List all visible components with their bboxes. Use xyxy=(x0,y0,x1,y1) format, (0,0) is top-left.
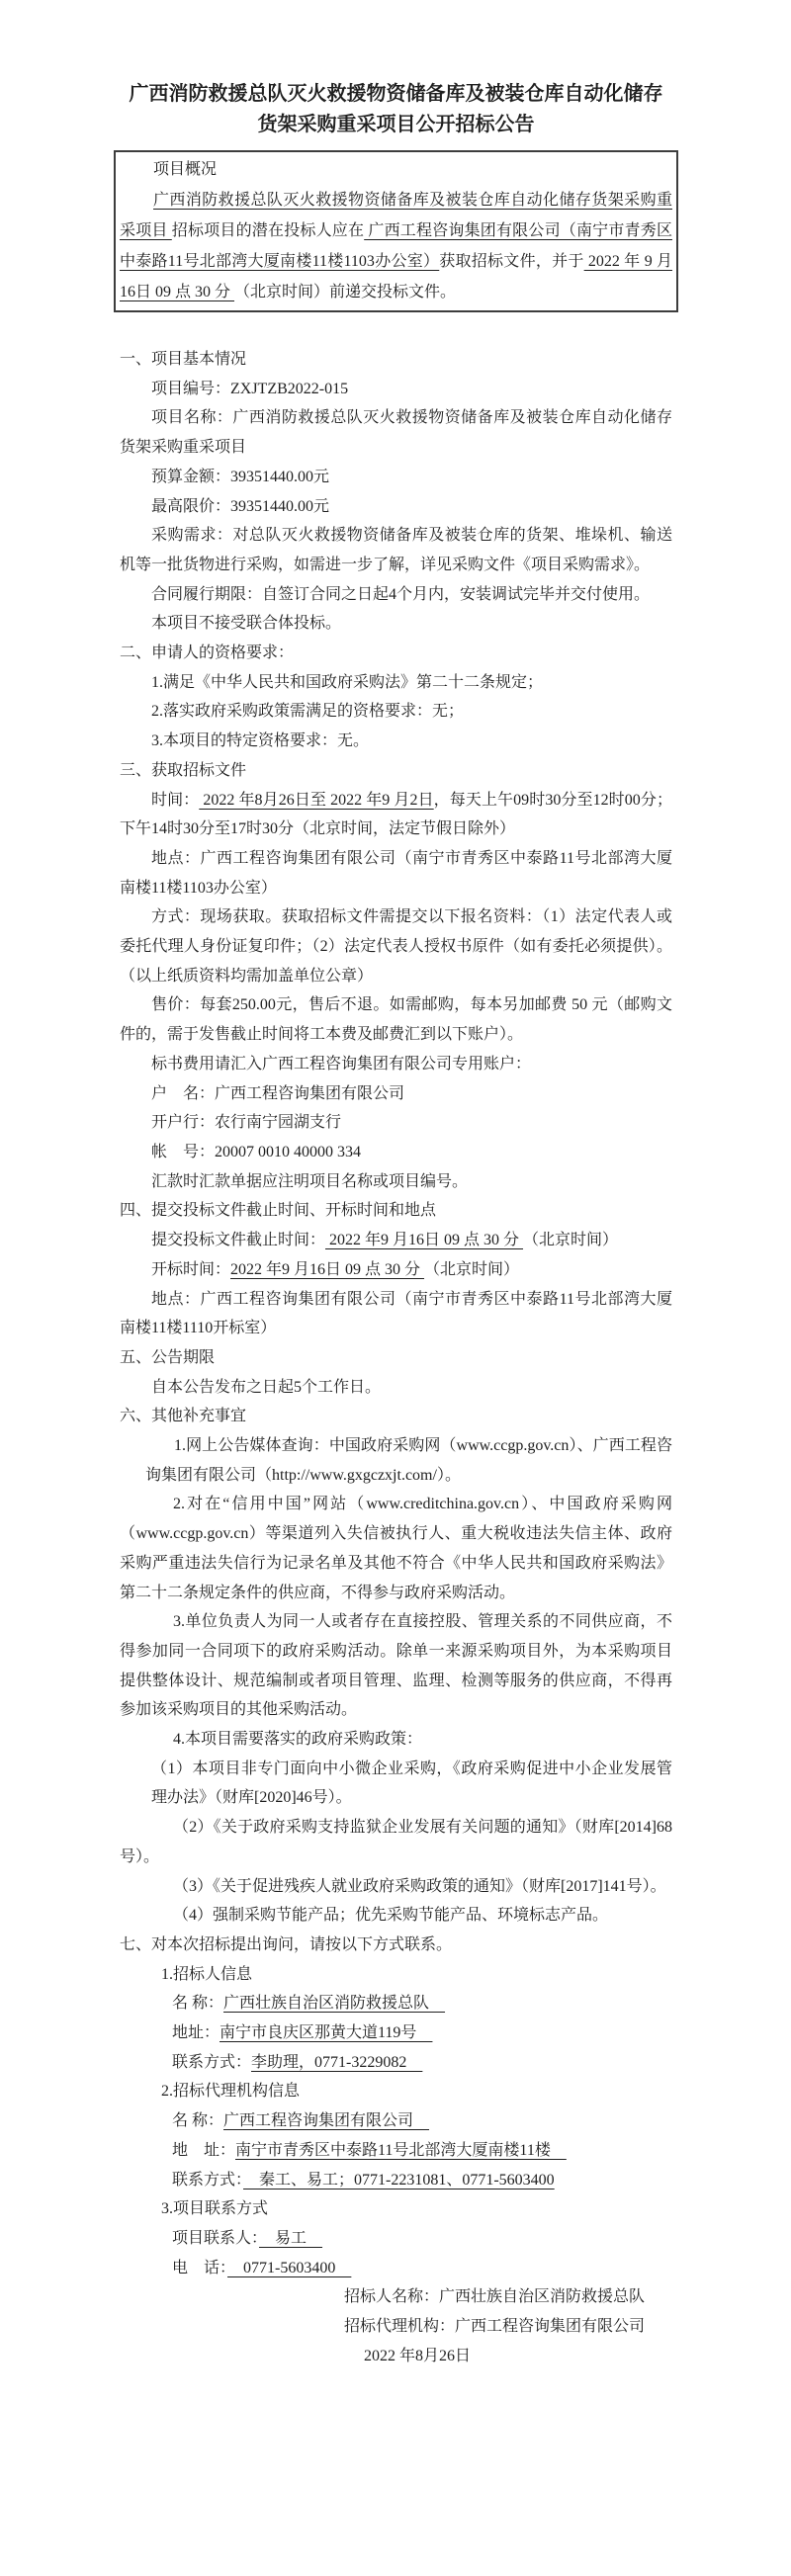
paragraph xyxy=(120,1755,672,1813)
text-segment: 标书费用请汇入广西工程咨询集团有限公司专用账户： xyxy=(151,1055,532,1073)
paragraph xyxy=(120,1050,672,1079)
paragraph xyxy=(120,2136,672,2166)
paragraph xyxy=(120,1872,672,1902)
paragraph xyxy=(120,2077,672,2106)
document-body xyxy=(120,345,672,2282)
paragraph xyxy=(120,1108,672,1138)
paragraph xyxy=(120,521,672,579)
text-segment: 提交投标文件截止时间： xyxy=(151,1232,326,1249)
text-segment: ，每天上午09时30分至12时00分；下午14时30分至17时30分（北京时间，法定节假日除外） xyxy=(120,791,672,838)
text-segment: 汇款时汇款单据应注明项目名称或项目编号。 xyxy=(151,1172,469,1190)
text-segment: 4.本项目需要落实的政府采购政策： xyxy=(173,1731,423,1749)
text-segment: 户 名：广西工程咨询集团有限公司 xyxy=(151,1084,405,1102)
text-segment: 自本公告发布之日起5个工作日。 xyxy=(151,1378,382,1396)
text-segment: 3.本项目的特定资格要求：无。 xyxy=(151,732,370,750)
overview-heading: 项目概况 xyxy=(153,161,218,178)
text-segment: 1.满足《中华人民共和国政府采购法》第二十二条规定； xyxy=(151,673,544,691)
underlined-field: 2022 年9 月16日 09 点 30 分 xyxy=(230,1260,425,1278)
text-segment: 项目联系人： xyxy=(172,2230,260,2247)
text-segment: 电 话： xyxy=(172,2259,228,2276)
section-heading: 一、项目基本情况 xyxy=(120,351,247,368)
paragraph xyxy=(120,1431,672,1490)
paragraph xyxy=(120,902,672,990)
underlined-field: 广西工程咨询集团有限公司 xyxy=(223,2112,430,2130)
paragraph xyxy=(120,463,672,492)
text-segment: 获取招标文件，并于 xyxy=(439,253,584,270)
paragraph xyxy=(120,1255,672,1285)
paragraph xyxy=(120,1167,672,1197)
paragraph xyxy=(120,580,672,610)
text-segment: 联系方式： xyxy=(172,2171,244,2189)
paragraph xyxy=(120,668,672,698)
paragraph xyxy=(120,2106,672,2136)
paragraph xyxy=(120,1373,672,1403)
footer-date: 2022 年8月26日 xyxy=(364,2348,472,2365)
text-segment: 本项目不接受联合体投标。 xyxy=(151,615,342,633)
document-footer xyxy=(120,2282,672,2371)
paragraph xyxy=(120,403,672,462)
paragraph xyxy=(120,1607,672,1725)
paragraph xyxy=(120,1226,672,1255)
text-segment: 2.对在“信用中国”网站（www.creditchina.gov.cn）、中国政府采购网（www.ccgp.gov.cn）等渠道列入失信被执行人、重大税收违法失信主体、政府采购严重违法失信行为记录名单及其他不符合《中华人民共和国政府采购法》第二十二条规定条件的供应商，不得参与政府采购活动。 xyxy=(120,1496,672,1601)
text-segment: 地点：广西工程咨询集团有限公司（南宁市青秀区中泰路11号北部湾大厦南楼11楼1103办公室） xyxy=(120,849,672,897)
paragraph xyxy=(120,1138,672,1167)
underlined-field: 广西消防救援总队灭火救援物资储备库及被装仓库自动化储存货架采购重采项目 xyxy=(120,192,672,239)
paragraph xyxy=(120,697,672,727)
text-segment: 开标时间： xyxy=(151,1260,231,1278)
text-segment: 1.网上公告媒体查询：中国政府采购网（www.ccgp.gov.cn）、广西工程咨询集团有限公司（http://www.gxgczxjt.com/）。 xyxy=(145,1437,672,1484)
underlined-field: 0771-5603400 xyxy=(227,2259,352,2276)
text-segment: 3.单位负责人为同一人或者存在直接控股、管理关系的不同供应商，不得参加同一合同项下的政府采购活动。除单一来源采购项目外，为本采购项目提供整体设计、规范编制或者项目管理、监理、检测等服务的供应商，不得再参加该采购项目的其他采购活动。 xyxy=(120,1613,672,1719)
text-segment: 2.招标代理机构信息 xyxy=(161,2083,301,2101)
underlined-field: 李助理，0771-3229082 xyxy=(251,2053,423,2071)
paragraph xyxy=(120,786,672,844)
text-segment: 招标项目的潜在投标人应在 xyxy=(171,222,365,239)
paragraph xyxy=(120,2018,672,2048)
paragraph xyxy=(120,2224,672,2254)
underlined-field: 2022 年 9 月16日 09 点 30 分 xyxy=(120,253,672,301)
paragraph xyxy=(120,1079,672,1109)
document-title-line-2: 货架采购重采项目公开招标公告 xyxy=(257,114,535,135)
paragraph xyxy=(120,2194,672,2224)
text-segment: 地点：广西工程咨询集团有限公司（南宁市青秀区中泰路11号北部湾大厦南楼11楼1110开标室） xyxy=(120,1290,672,1337)
project-overview-box xyxy=(114,150,678,312)
text-segment: 时间： xyxy=(151,791,200,809)
paragraph xyxy=(120,375,672,404)
paragraph xyxy=(120,1901,672,1931)
paragraph xyxy=(120,1813,672,1871)
paragraph xyxy=(120,609,672,639)
text-segment: 合同履行期限：自签订合同之日起4个月内，安装调试完毕并交付使用。 xyxy=(151,585,651,603)
text-segment: 预算金额：39351440.00元 xyxy=(151,468,330,485)
text-segment: 售价：每套250.00元，售后不退。如需邮购，每本另加邮费 50 元（邮购文件的，需于发售截止时间将工本费及邮费汇到以下账户）。 xyxy=(120,996,672,1044)
text-segment: 项目编号：ZXJTZB2022-015 xyxy=(151,380,349,397)
paragraph xyxy=(120,2254,672,2283)
text-segment: （4）强制采购节能产品；优先采购节能产品、环境标志产品。 xyxy=(173,1907,609,1925)
text-segment: 方式：现场获取。获取招标文件需提交以下报名资料：（1）法定代表人或委托代理人身份证复印件；（2）法定代表人授权书原件（如有委托必须提供）。（以上纸质资料均需加盖单位公章） xyxy=(120,908,672,985)
paragraph xyxy=(120,844,672,902)
text-segment: 名 称： xyxy=(172,1995,224,2013)
overview-paragraph xyxy=(120,185,672,307)
text-segment: （1）本项目非专门面向中小微企业采购，《政府采购促进中小企业发展管理办法》（财库[2020]46号）。 xyxy=(151,1760,672,1807)
text-segment: 项目名称：广西消防救援总队灭火救援物资储备库及被装仓库自动化储存货架采购重采项目 xyxy=(120,409,672,457)
paragraph xyxy=(120,492,672,522)
underlined-field: 易工 xyxy=(259,2230,323,2247)
section-heading: 二、申请人的资格要求： xyxy=(120,644,295,662)
text-segment: （北京时间） xyxy=(424,1260,520,1278)
text-segment: 3.项目联系方式 xyxy=(161,2200,269,2218)
text-segment: （3）《关于促进残疾人就业政府采购政策的通知》（财库[2017]141号）。 xyxy=(173,1877,666,1895)
document-title-line-1: 广西消防救援总队灭火救援物资储备库及被装仓库自动化储存 xyxy=(129,83,663,105)
section-heading: 七、对本次招标提出询问，请按以下方式联系。 xyxy=(120,1935,453,1953)
section-heading: 四、提交投标文件截止时间、开标时间和地点 xyxy=(120,1202,437,1220)
footer-bidder-name: 招标人名称：广西壮族自治区消防救援总队 xyxy=(344,2288,646,2306)
underlined-field: 南宁市青秀区中泰路11号北部湾大厦南楼11楼 xyxy=(235,2141,567,2159)
text-segment: （2）《关于政府采购支持监狱企业发展有关问题的通知》（财库[2014]68号）。 xyxy=(120,1819,672,1865)
paragraph xyxy=(120,727,672,756)
text-segment: （北京时间） xyxy=(523,1232,619,1249)
footer-agency-name: 招标代理机构：广西工程咨询集团有限公司 xyxy=(344,2318,646,2336)
text-segment: 地址： xyxy=(172,2024,220,2042)
paragraph xyxy=(120,1725,672,1755)
underlined-field: 广西工程咨询集团有限公司（南宁市青秀区中泰路11号北部湾大厦南楼11楼1103办公室） xyxy=(120,222,672,270)
paragraph xyxy=(120,1490,672,1607)
section-heading: 三、获取招标文件 xyxy=(120,761,247,779)
text-segment: 最高限价：39351440.00元 xyxy=(151,497,330,515)
underlined-field: 秦工、易工；0771-2231081、0771-5603400 xyxy=(243,2171,555,2189)
underlined-field: 2022 年8月26日至 2022 年9 月2日 xyxy=(199,791,434,809)
text-segment: 联系方式： xyxy=(172,2053,252,2071)
text-segment: 2.落实政府采购政策需满足的资格要求：无； xyxy=(151,703,465,721)
paragraph xyxy=(120,1285,672,1343)
text-segment: 1.招标人信息 xyxy=(161,1965,253,1983)
text-segment: 名 称： xyxy=(172,2112,224,2130)
underlined-field: 南宁市良庆区那黄大道119号 xyxy=(220,2024,433,2042)
text-segment: 开户行：农行南宁园湖支行 xyxy=(151,1114,342,1132)
text-segment: （北京时间）前递交投标文件。 xyxy=(234,284,457,301)
paragraph xyxy=(120,1989,672,2018)
section-heading: 五、公告期限 xyxy=(120,1348,216,1366)
text-segment: 帐 号：20007 0010 40000 334 xyxy=(151,1143,362,1160)
section-heading: 六、其他补充事宜 xyxy=(120,1408,247,1425)
paragraph xyxy=(120,2048,672,2078)
paragraph xyxy=(120,1960,672,1990)
underlined-field: 广西壮族自治区消防救援总队 xyxy=(223,1995,446,2013)
paragraph xyxy=(120,2166,672,2195)
underlined-field: 2022 年9 月16日 09 点 30 分 xyxy=(325,1232,524,1249)
text-segment: 采购需求：对总队灭火救援物资储备库及被装仓库的货架、堆垛机、输送机等一批货物进行采购，如需进一步了解，详见采购文件《项目采购需求》。 xyxy=(120,527,672,573)
paragraph xyxy=(120,990,672,1049)
text-segment: 地 址： xyxy=(172,2141,236,2159)
